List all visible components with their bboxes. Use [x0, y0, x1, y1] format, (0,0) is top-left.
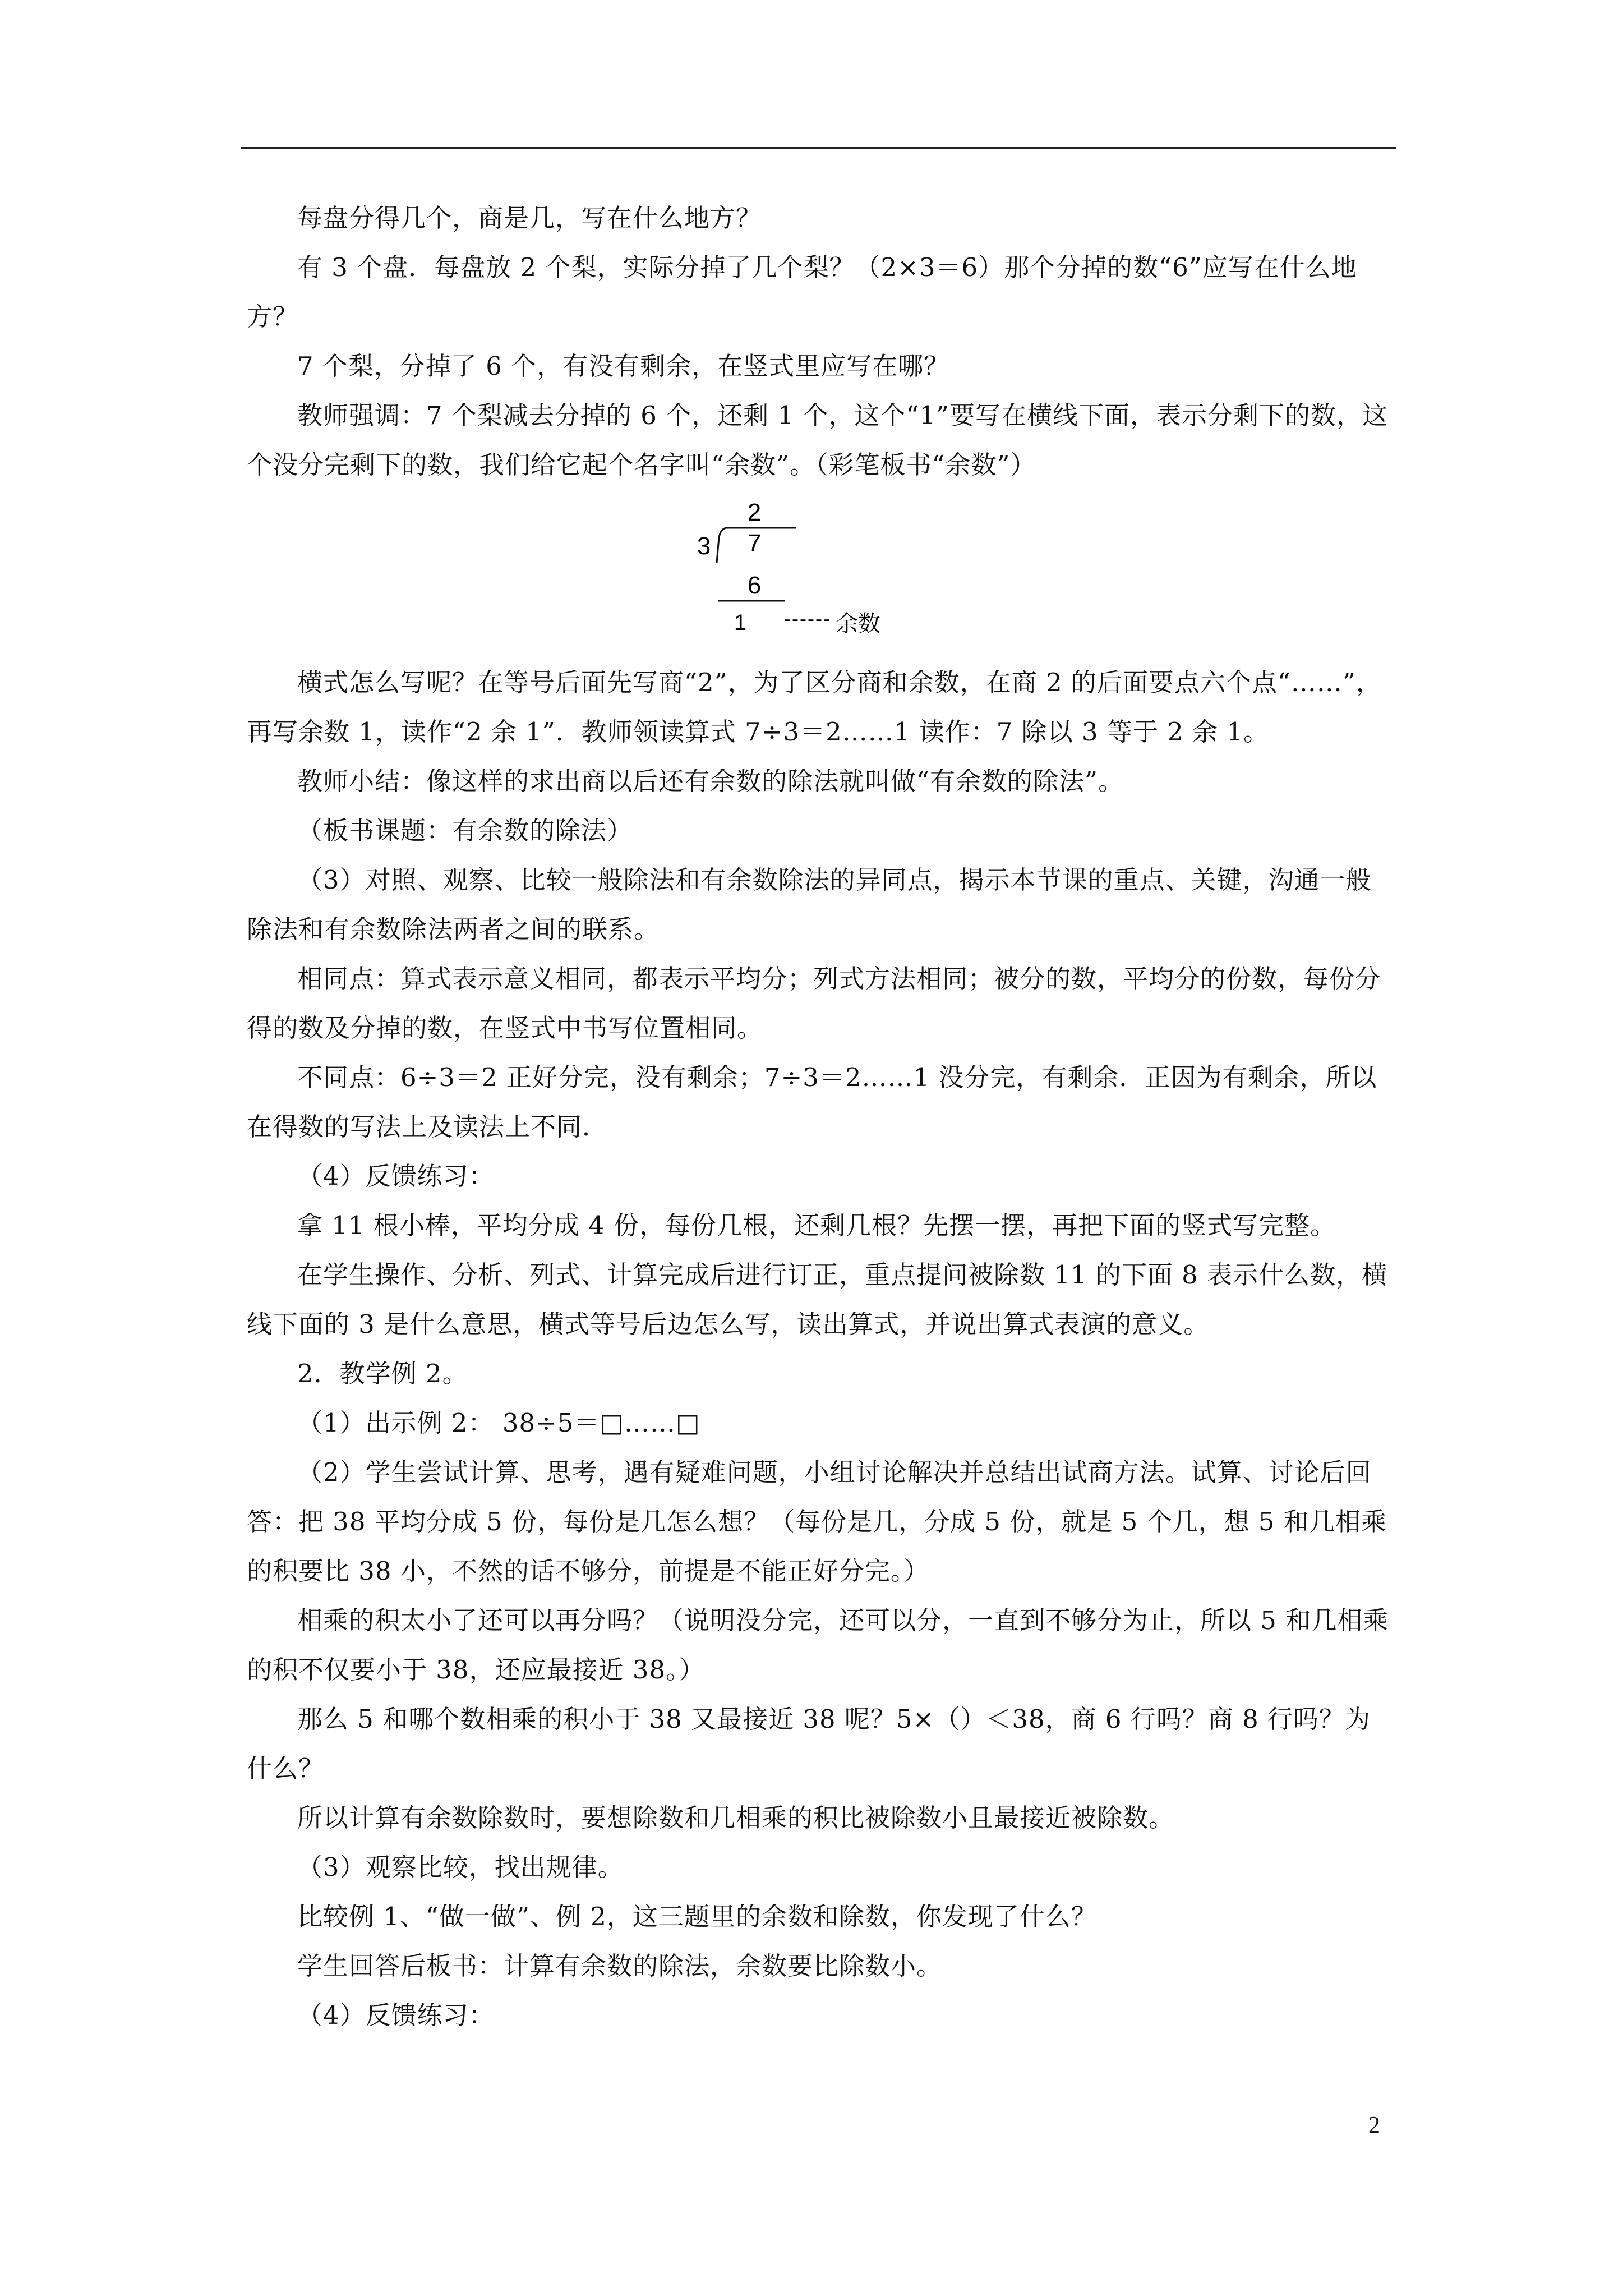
remainder-label: 余数: [836, 611, 880, 637]
paragraph: 教师强调：7 个梨减去分掉的 6 个，还剩 1 个，这个“1”要写在横线下面，表示分剩下的数，这个没分完剩下的数，我们给它起个名字叫“余数”。（彩笔板书“余数”）: [247, 401, 1389, 480]
header-rule: [241, 147, 1396, 149]
paragraph: 在学生操作、分析、列式、计算完成后进行订正，重点提问被除数 11 的下面 8 表示什么数，横线下面的 3 是什么意思，横式等号后边怎么写，读出算式，并说出算式表演的意义。: [247, 1260, 1388, 1339]
dividend-digit: 7: [747, 530, 762, 557]
product-digit: 6: [747, 572, 762, 599]
paragraph: （1）出示例 2： 38÷5＝□……□: [297, 1408, 700, 1438]
page-number: 2: [1368, 2113, 1380, 2138]
paragraph: 拿 11 根小棒，平均分成 4 份，每份几根，还剩几根？先摆一摆，再把下面的竖式写完整。: [297, 1211, 1336, 1240]
paragraph: （4）反馈练习：: [297, 1161, 495, 1191]
paragraph: 教师小结：像这样的求出商以后还有余数的除法就叫做“有余数的除法”。: [297, 766, 1124, 796]
paragraph: 7 个梨，分掉了 6 个，有没有剩余，在竖式里应写在哪？: [297, 351, 950, 381]
paragraph: 相同点：算式表示意义相同，都表示平均分；列式方法相同；被分的数，平均分的份数，每份分得的数及分掉的数，在竖式中书写位置相同。: [247, 964, 1381, 1043]
paragraph: （4）反馈练习：: [297, 2000, 495, 2030]
long-division-diagram: [247, 495, 1396, 647]
paragraph: （3）对照、观察、比较一般除法和有余数除法的异同点，揭示本节课的重点、关键，沟通一般除法和有余数除法两者之间的联系。: [247, 865, 1372, 944]
paragraph: 学生回答后板书：计算有余数的除法，余数要比除数小。: [297, 1951, 943, 1981]
division-bracket: [717, 528, 726, 563]
remainder-digit: 1: [734, 610, 747, 635]
paragraph: 比较例 1、“做一做”、例 2，这三题里的余数和除数，你发现了什么？: [297, 1902, 1097, 1931]
paragraph: 所以计算有余数除数时，要想除数和几相乘的积比被除数小且最接近被除数。: [297, 1803, 1175, 1833]
paragraph: 横式怎么写呢？在等号后面先写商“2”，为了区分商和余数，在商 2 的后面要点六个点“……”，再写余数 1，读作“2 余 1”．教师领读算式 7÷3＝2……1 读作：7 除以 3 等于 2 余 1。: [247, 668, 1382, 747]
divisor-digit: 3: [697, 532, 711, 560]
paragraph: 2．教学例 2。: [297, 1359, 468, 1388]
paragraph: 那么 5 和哪个数相乘的积小于 38 又最接近 38 呢？5×（）＜38，商 6 行吗？商 8 行吗？为什么？: [247, 1704, 1371, 1783]
quotient-digit: 2: [747, 499, 762, 526]
paragraph: 相乘的积太小了还可以再分吗？（说明没分完，还可以分，一直到不够分为止，所以 5 和几相乘的积不仅要小于 38，还应最接近 38。）: [247, 1605, 1389, 1685]
paragraph: （2）学生尝试计算、思考，遇有疑难问题，小组讨论解决并总结出试商方法。试算、讨论后回答：把 38 平均分成 5 份，每份是几怎么想？（每份是几，分成 5 份，就是 5 个几，想 5 和几相乘的积要比 38 小，不然的话不够分，前提是不能正好分完。）: [247, 1457, 1387, 1586]
dashed-pointer: ------: [784, 607, 831, 630]
paragraph: 不同点：6÷3＝2 正好分完，没有剩余；7÷3＝2……1 没分完，有剩余．正因为有剩余，所以在得数的写法上及读法上不同．: [247, 1062, 1377, 1142]
paragraph: （3）观察比较，找出规律。: [297, 1852, 624, 1882]
document-body: [247, 194, 1396, 2040]
long-division-figure: [247, 495, 1396, 647]
paragraph: 每盘分得几个，商是几，写在什么地方？: [297, 203, 762, 233]
paragraph: 有 3 个盘．每盘放 2 个梨，实际分掉了几个梨？（2×3＝6）那个分掉的数“6”应写在什么地方？: [247, 252, 1357, 332]
paragraph: （板书课题：有余数的除法）: [297, 816, 633, 845]
